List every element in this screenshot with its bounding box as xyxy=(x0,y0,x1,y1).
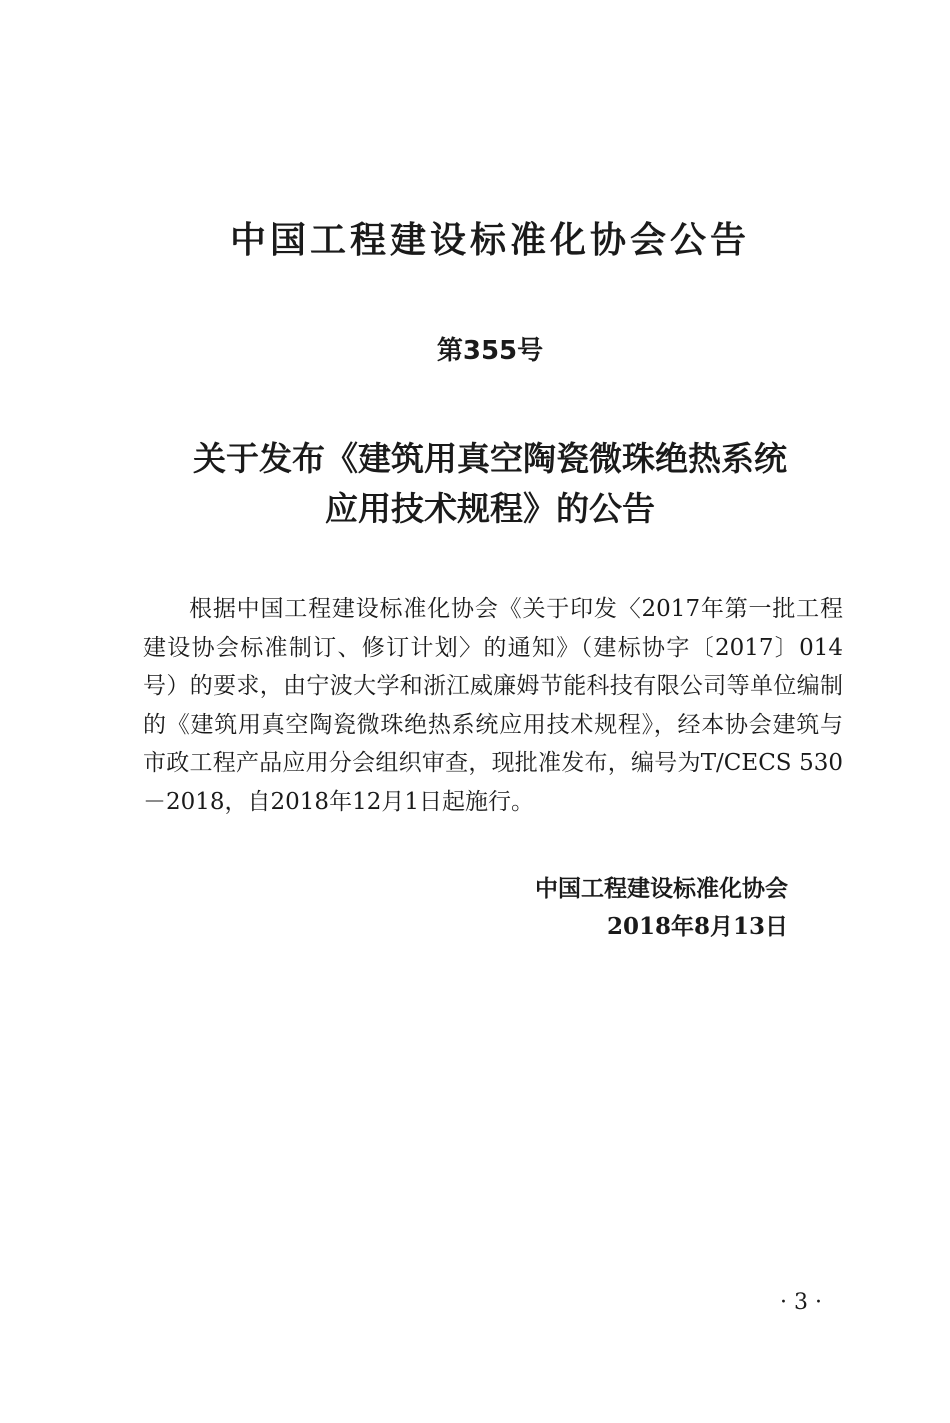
signature-organization: 中国工程建设标准化协会 xyxy=(535,876,788,902)
org-title: 中国工程建设标准化协会公告 xyxy=(229,220,750,261)
notice-body: 根据中国工程建设标准化协会《关于印发〈2017年第一批工程建设协会标准制订、修订计划〉的通知》（建标协字〔2017〕014号）的要求，由宁波大学和浙江威廉姆节能科技有限公司等单位编制的《建筑用真空陶瓷微珠绝热系统应用技术规程》，经本协会建筑与市政工程产品应用分会组织审查，现批准发布，编号为T/CECS 530－2018，自2018年12月1日起施行。 xyxy=(143,596,843,815)
page-number: · 3 · xyxy=(780,1290,822,1315)
signature-date: 2018年8月13日 xyxy=(606,913,788,940)
notice-number: 第355号 xyxy=(436,336,544,366)
notice-title xyxy=(0,434,950,534)
notice-title-line-1: 关于发布《建筑用真空陶瓷微珠绝热系统 xyxy=(193,439,787,478)
notice-title-line-2: 应用技术规程》的公告 xyxy=(325,489,655,528)
